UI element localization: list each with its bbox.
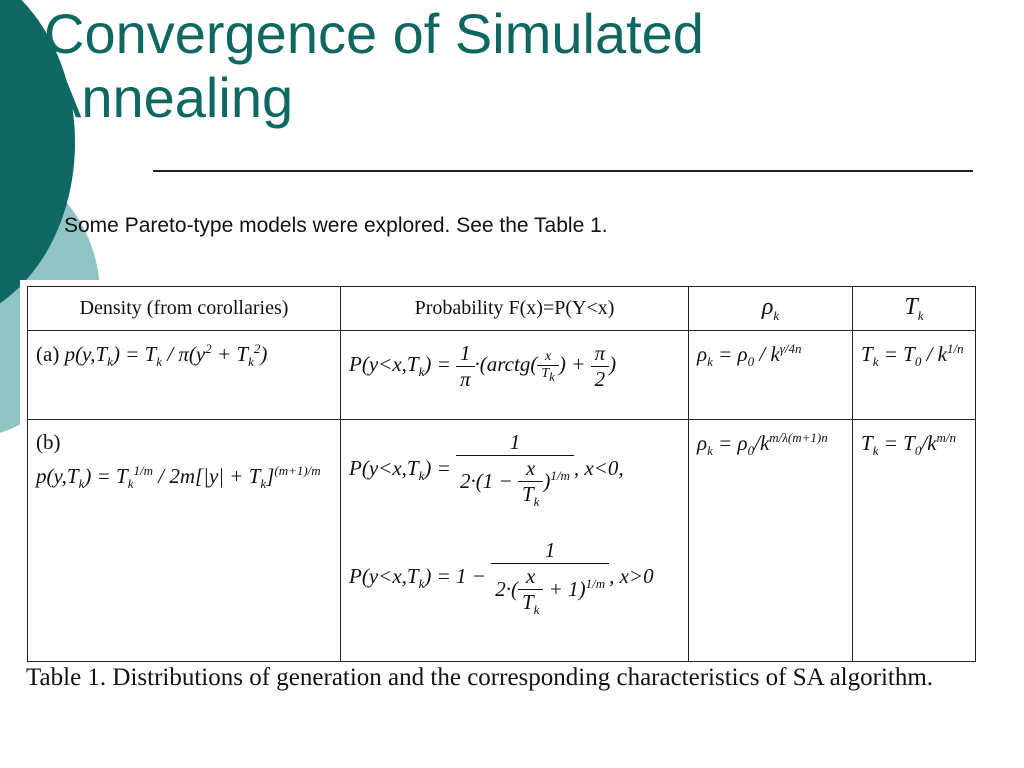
row-a-density: (a) $p(y,T_k) = T_k / \pi(y^2 + T_k^2)$ [28, 331, 341, 420]
table-row-b [28, 420, 976, 662]
intro-text: Some Pareto-type models were explored. See the Table 1. [64, 214, 608, 237]
table-caption: Table 1. Distributions of generation and the corresponding characteristics of SA algorithm. [26, 664, 934, 691]
table-row-a [28, 331, 976, 420]
row-b-temp: $T_k = T_0/k^{m/n}$ [853, 420, 976, 662]
header-density: Density (from corollaries) [28, 287, 341, 331]
row-a-temp: $T_k = T_0 / k^{1/n}$ [853, 331, 976, 420]
header-rho: $\rho_k$ [689, 287, 853, 331]
table-figure [20, 280, 978, 664]
title-divider [153, 170, 973, 172]
row-a-probability: $P(y<x,T_k)$ = $\frac{1}{\pi}$ ·(arctg( $\frac{x}{T_k}$ ) + $\frac{\pi}{2}$ ) [341, 331, 689, 420]
row-b-rho: $\rho_k = \rho_0/k^{m/\lambda(m+1)n}$ [689, 420, 853, 662]
row-a-rho: $\rho_k = \rho_0 / k^{\gamma/4n}$ [689, 331, 853, 420]
header-probability: Probability F(x)=P(Y<x) [341, 287, 689, 331]
table-header-row [28, 287, 976, 331]
slide-title: Convergence of Simulated Annealing [44, 2, 704, 129]
row-b-probability: $P(y<x,T_k)$ = 1 2·(1 − $\frac{x}{T_k}$ )$^{1/m}$ , x<0, $P(y<x,T_k) = 1$ − 1 2·( $\frac{x}{T_k}$ + 1)$^{1/m}$ , x>0 [341, 420, 689, 662]
distributions-table [27, 286, 976, 662]
row-b-density: (b) $p(y,T_k) = T_k^{1/m} / 2m[|y| + T_k]^{(m+1)/m}$ [28, 420, 341, 662]
header-temp: $T_k$ [853, 287, 976, 331]
